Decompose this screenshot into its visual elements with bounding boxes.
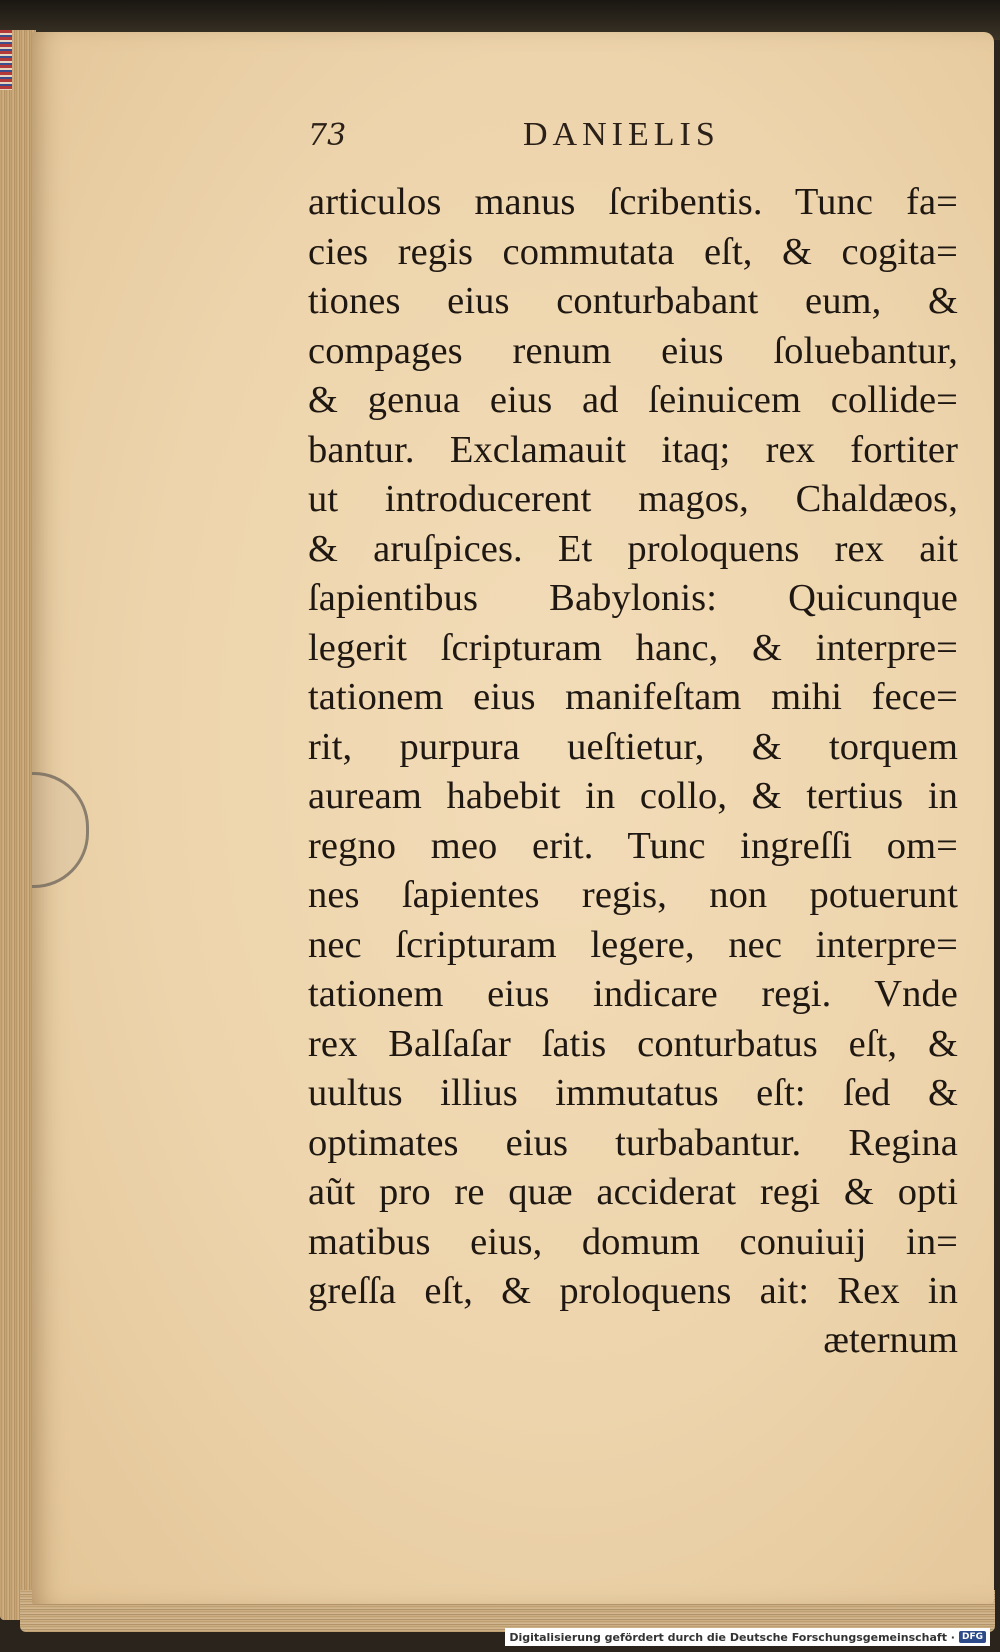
colored-edge-strip [0, 30, 12, 90]
text-line: nes ſapientes regis, non potuerunt [308, 874, 958, 916]
text-line: matibus eius, domum conuiuij in= [308, 1220, 958, 1263]
text-line: tationem eius manifeſtam mihi fece= [308, 676, 958, 718]
text-line: auream habebit in collo, & tertius in [308, 775, 958, 817]
text-line: aũt pro re quæ acciderat regi & opti [308, 1171, 958, 1213]
text-line: ut introducerent magos, Chaldæos, [308, 478, 958, 520]
page-clip-mark [32, 772, 89, 888]
book-page-edges [0, 30, 36, 1620]
text-line: cies regis commutata eſt, & cogita= [308, 230, 958, 273]
body-text [308, 178, 958, 1317]
dfg-logo: DFG [959, 1631, 986, 1643]
text-line: regno meo erit. Tunc ingreſſi om= [308, 824, 958, 867]
text-line: rit, purpura ueſtietur, & torquem [308, 725, 958, 768]
text-line: legerit ſcripturam hanc, & interpre= [308, 626, 958, 669]
text-line: greſſa eſt, & proloquens ait: Rex in [308, 1270, 958, 1312]
credit-text: Digitalisierung gefördert durch die Deutsche Forschungsgemeinschaft · [509, 1630, 955, 1644]
text-line: tiones eius conturbabant eum, & [308, 280, 958, 322]
text-line: rex Balſaſar ſatis conturbatus eſt, & [308, 1022, 958, 1065]
running-head: DANIELIS [523, 116, 720, 153]
text-line: & genua eius ad ſeinuicem collide= [308, 379, 958, 421]
text-line: compages renum eius ſoluebantur, [308, 329, 958, 372]
text-line: optimates eius turbabantur. Regina [308, 1121, 958, 1164]
catchword-row [308, 1318, 958, 1362]
digitization-credit [505, 1628, 990, 1646]
page-number: 73 [308, 118, 347, 153]
text-line: nec ſcripturam legere, nec interpre= [308, 923, 958, 966]
text-line: articulos manus ſcribentis. Tunc fa= [308, 181, 958, 223]
text-line: uultus illius immutatus eſt: ſed & [308, 1072, 958, 1114]
catchword: æternum [823, 1319, 958, 1361]
text-line: tationem eius indicare regi. Vnde [308, 973, 958, 1015]
text-line: bantur. Exclamauit itaq; rex fortiter [308, 428, 958, 471]
text-line: & aruſpices. Et proloquens rex ait [308, 527, 958, 570]
text-line: ſapientibus Babylonis: Quicunque [308, 577, 958, 619]
page-header [308, 112, 928, 160]
